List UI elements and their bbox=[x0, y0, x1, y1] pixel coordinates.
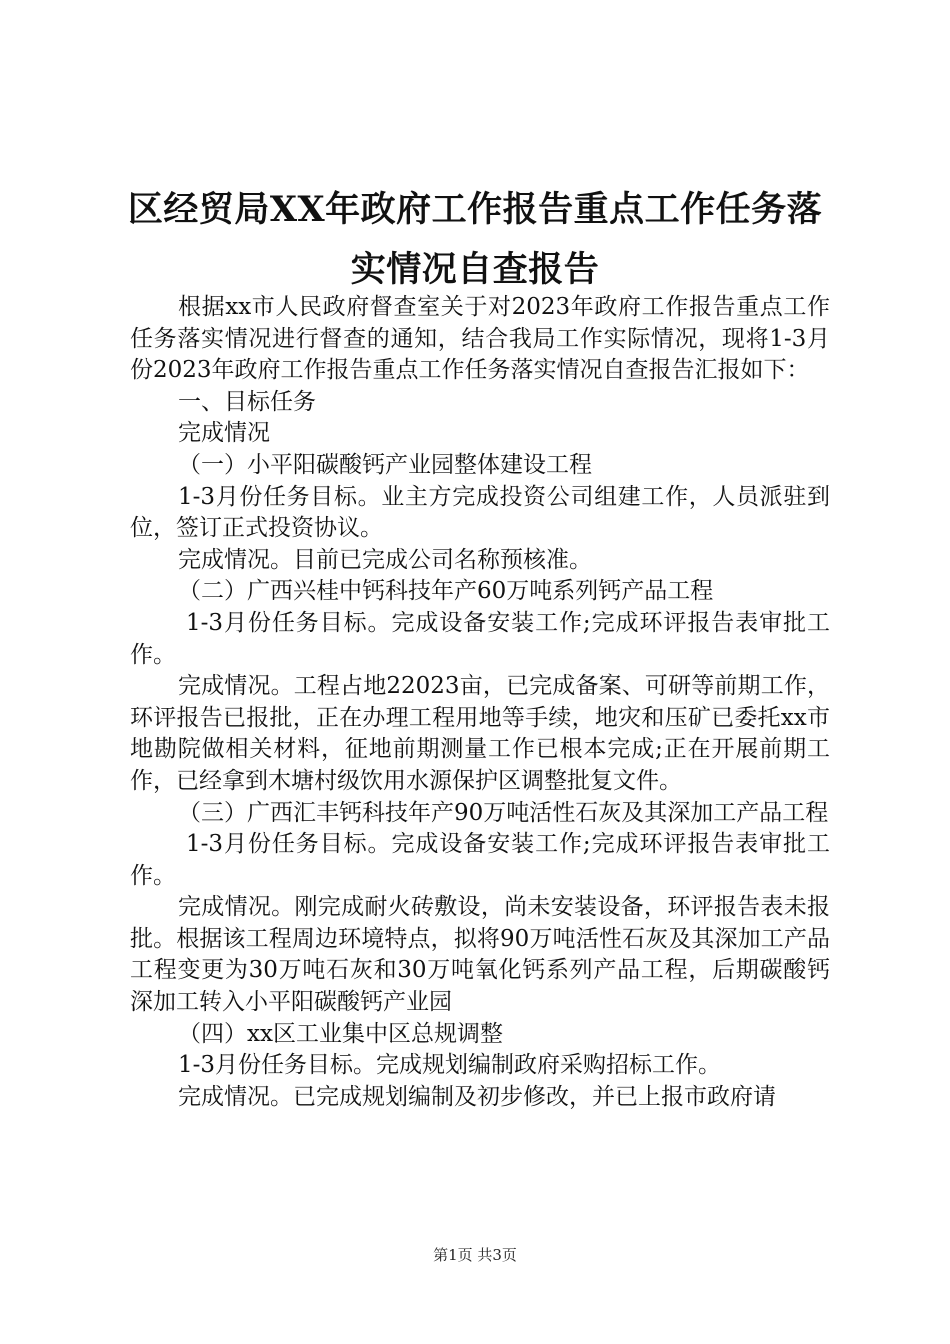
title-line-2: 实情况自查报告 bbox=[350, 249, 600, 290]
paragraph-target-2: 1-3月份任务目标。完成设备安装工作;完成环评报告表审批工作。 bbox=[130, 609, 830, 668]
document-body bbox=[130, 292, 830, 1113]
paragraph-status-1: 完成情况。目前已完成公司名称预核准。 bbox=[178, 546, 592, 573]
page-footer: 第1页 共3页 bbox=[433, 1246, 517, 1264]
paragraph-status-4: 完成情况。已完成规划编制及初步修改，并已上报市政府请 bbox=[178, 1083, 776, 1110]
intro-paragraph: 根据xx市人民政府督查室关于对2023年政府工作报告重点工作任务落实情况进行督查的通知，结合我局工作实际情况，现将1-3月份2023年政府工作报告重点工作任务落实情况自查报告汇报如下： bbox=[130, 294, 830, 384]
section-heading-completion: 完成情况 bbox=[178, 420, 270, 447]
paragraph-status-2: 完成情况。工程占地22023亩，已完成备案、可研等前期工作，环评报告已报批，正在办理工程用地等手续，地灾和压矿已委托xx市地勘院做相关材料，征地前期测量工作已根本完成;正在开展前期工作，已经拿到木塘村级饮用水源保护区调整批复文件。 bbox=[130, 673, 830, 794]
subsection-heading-1: （一）小平阳碳酸钙产业园整体建设工程 bbox=[178, 451, 592, 478]
section-heading-targets: 一、目标任务 bbox=[178, 388, 316, 415]
paragraph-status-3: 完成情况。刚完成耐火砖敷设，尚未安装设备，环评报告表未报批。根据该工程周边环境特点，拟将90万吨活性石灰及其深加工产品工程变更为30万吨石灰和30万吨氧化钙系列产品工程，后期碳酸钙深加工转入小平阳碳酸钙产业园 bbox=[130, 894, 830, 1016]
subsection-heading-4: （四）xx区工业集中区总规调整 bbox=[178, 1020, 503, 1047]
paragraph-target-1: 1-3月份任务目标。业主方完成投资公司组建工作，人员派驻到位，签订正式投资协议。 bbox=[130, 483, 830, 542]
title-line-1: 区经贸局XX年政府工作报告重点工作任务落 bbox=[127, 189, 823, 230]
subsection-heading-2: （二）广西兴桂中钙科技年产60万吨系列钙产品工程 bbox=[178, 578, 714, 605]
subsection-heading-3: （三）广西汇丰钙科技年产90万吨活性石灰及其深加工产品工程 bbox=[178, 799, 829, 826]
paragraph-target-3: 1-3月份任务目标。完成设备安装工作;完成环评报告表审批工作。 bbox=[130, 831, 830, 889]
document-title bbox=[100, 180, 850, 300]
paragraph-target-4: 1-3月份任务目标。完成规划编制政府采购招标工作。 bbox=[178, 1052, 722, 1079]
